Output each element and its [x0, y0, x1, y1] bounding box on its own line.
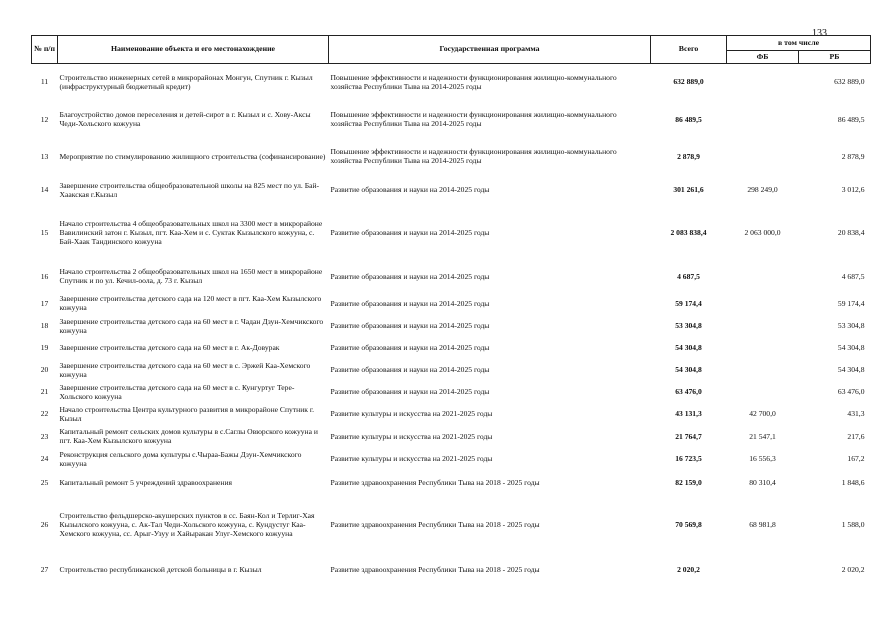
row-number: 26 — [40, 520, 49, 530]
program-name: Развитие образования и науки на 2014-2025 годы — [330, 271, 490, 281]
total-amount: 82 159,0 — [675, 477, 702, 487]
total-amount: 2 020,2 — [677, 565, 700, 575]
row-number: 19 — [40, 343, 49, 353]
total-amount: 70 569,8 — [675, 520, 702, 530]
investment-objects-table — [31, 35, 871, 586]
row-number: 14 — [40, 185, 49, 195]
total-amount: 63 476,0 — [675, 387, 702, 397]
object-name: Капитальный ремонт сельских домов культуры в с.Саглы Овюрского кожууна и пгт. Каа-Хем Кызылского кожууна — [59, 427, 318, 445]
program-name: Развитие здравоохранения Республики Тыва на 2018 - 2025 годы — [330, 477, 540, 487]
row-number: 15 — [40, 228, 49, 238]
total-amount: 54 304,8 — [675, 343, 702, 353]
object-name: Завершение строительства детского сада на 60 мест в г. Чадан Дзун-Хемчикского кожууна — [59, 316, 324, 335]
total-amount: 21 764,7 — [675, 431, 702, 441]
federal-budget-amount — [727, 64, 799, 102]
regional-budget-amount: 20 838,4 — [837, 228, 865, 238]
regional-budget-amount: 86 489,5 — [837, 114, 865, 124]
program-name: Развитие здравоохранения Республики Тыва на 2018 - 2025 годы — [330, 565, 540, 575]
row-number: 25 — [40, 477, 49, 487]
regional-budget-amount: 53 304,8 — [837, 321, 865, 331]
header-program: Государственная программа — [329, 36, 651, 64]
total-amount: 632 889,0 — [673, 77, 704, 87]
regional-budget-amount: 167,2 — [847, 454, 865, 464]
federal-budget-amount — [727, 139, 799, 176]
row-number: 24 — [40, 454, 49, 464]
regional-budget-amount: 217,6 — [847, 431, 865, 441]
total-amount: 2 083 838,4 — [670, 228, 707, 238]
program-name: Развитие образования и науки на 2014-2025 годы — [330, 387, 490, 397]
federal-budget-amount — [727, 293, 799, 316]
object-name: Начало строительства 2 общеобразовательных школ на 1650 мест в микрорайоне Спутник и по ул. Кечил-оола, д. 73 г. Кызыл — [59, 267, 323, 285]
total-amount: 54 304,8 — [675, 365, 702, 375]
table-row — [32, 102, 871, 139]
federal-budget-amount: 21 547,1 — [749, 431, 776, 441]
program-name: Развитие здравоохранения Республики Тыва на 2018 - 2025 годы — [330, 520, 540, 530]
program-name: Развитие культуры и искусства на 2021-2025 годы — [330, 454, 493, 464]
federal-budget-amount: 80 310,4 — [749, 477, 776, 487]
federal-budget-amount — [727, 556, 799, 586]
federal-budget-amount: 68 981,8 — [749, 520, 776, 530]
row-number: 11 — [40, 77, 49, 87]
total-amount: 86 489,5 — [675, 114, 702, 124]
regional-budget-amount: 2 020,2 — [841, 565, 865, 575]
table-row — [32, 206, 871, 262]
header-fb: ФБ — [727, 51, 799, 64]
row-number: 18 — [40, 321, 49, 331]
header-object-name: Наименование объекта и его местонахождение — [58, 36, 329, 64]
regional-budget-amount: 1 848,6 — [841, 477, 865, 487]
total-amount: 16 723,5 — [675, 454, 702, 464]
regional-budget-amount: 54 304,8 — [837, 365, 865, 375]
header-rb: РБ — [799, 51, 871, 64]
regional-budget-amount: 59 174,4 — [837, 298, 865, 308]
total-amount: 301 261,6 — [673, 185, 704, 195]
regional-budget-amount: 54 304,8 — [837, 343, 865, 353]
row-number: 23 — [40, 431, 49, 441]
table-row — [32, 176, 871, 206]
regional-budget-amount: 431,3 — [847, 409, 865, 419]
table-row — [32, 382, 871, 404]
table-row — [32, 556, 871, 586]
regional-budget-amount: 63 476,0 — [837, 387, 865, 397]
row-number: 16 — [40, 271, 49, 281]
header-total: Всего — [651, 36, 727, 64]
table-row — [32, 139, 871, 176]
federal-budget-amount — [727, 316, 799, 338]
total-amount: 59 174,4 — [675, 298, 702, 308]
federal-budget-amount — [727, 360, 799, 382]
federal-budget-amount — [727, 382, 799, 404]
federal-budget-amount: 16 556,3 — [749, 454, 776, 464]
program-name: Развитие образования и науки на 2014-2025 годы — [330, 185, 490, 195]
table-row — [32, 404, 871, 426]
object-name: Завершение строительства детского сада на 60 мест в г. Ак-Довурак — [59, 343, 280, 353]
program-name: Развитие образования и науки на 2014-2025 годы — [330, 321, 490, 331]
header-number: № п/п — [32, 36, 58, 64]
federal-budget-amount — [727, 262, 799, 293]
program-name: Развитие образования и науки на 2014-2025 годы — [330, 365, 490, 375]
federal-budget-amount — [727, 102, 799, 139]
table-row — [32, 64, 871, 102]
table-body — [32, 64, 871, 586]
object-name: Капитальный ремонт 5 учреждений здравоохранения — [59, 477, 233, 487]
row-number: 12 — [40, 114, 49, 124]
table-row — [32, 496, 871, 556]
total-amount: 4 687,5 — [677, 271, 700, 281]
program-name: Развитие образования и науки на 2014-2025 годы — [330, 343, 490, 353]
program-name: Развитие образования и науки на 2014-2025 годы — [330, 298, 490, 308]
regional-budget-amount: 3 012,6 — [841, 185, 865, 195]
row-number: 22 — [40, 409, 49, 419]
program-name: Повышение эффективности и надежности функционирования жилищно-коммунального хозяйства Республики Тыва на 2014-2025 годы — [330, 110, 617, 128]
program-name: Повышение эффективности и надежности функционирования жилищно-коммунального хозяйства Республики Тыва на 2014-2025 годы — [330, 147, 617, 165]
page-number: 133 — [812, 28, 827, 39]
object-name: Реконструкция сельского дома культуры с.Чыраа-Бажы Дзун-Хемчикского кожууна — [59, 449, 302, 468]
federal-budget-amount: 42 700,0 — [749, 409, 776, 419]
regional-budget-amount: 632 889,0 — [834, 77, 865, 87]
object-name: Благоустройство домов переселения и детей-сирот в г. Кызыл и с. Хову-Аксы Чеди-Хольского кожууна — [59, 110, 311, 128]
program-name: Развитие образования и науки на 2014-2025 годы — [330, 228, 490, 238]
header-including: в том числе — [727, 36, 871, 51]
row-number: 21 — [40, 387, 49, 397]
table-row — [32, 293, 871, 316]
total-amount: 2 878,9 — [677, 151, 700, 161]
regional-budget-amount: 2 878,9 — [841, 151, 865, 161]
program-name: Развитие культуры и искусства на 2021-2025 годы — [330, 431, 493, 441]
object-name: Строительство фельдшерско-акушерских пунктов в сс. Баян-Кол и Терлиг-Хая Кызылского кожууна, с. Ак-Тал Чеди-Хольского кожууна, с. Кундустуг Каа-Хемского кожууна, сс. Арыг-Узуу и Хайыракан Улуг-Хемского кожууна — [59, 511, 315, 538]
program-name: Развитие культуры и искусства на 2021-2025 годы — [330, 409, 493, 419]
object-name: Мероприятие по стимулированию жилищного строительства (софинансирование) — [59, 151, 326, 161]
object-name: Завершение строительства детского сада на 120 мест в пгт. Каа-Хем Кызылского кожууна — [59, 294, 322, 312]
row-number: 27 — [40, 565, 49, 575]
program-name: Повышение эффективности и надежности функционирования жилищно-коммунального хозяйства Республики Тыва на 2014-2025 годы — [330, 73, 617, 91]
table-row — [32, 426, 871, 449]
table-row — [32, 338, 871, 360]
table-row — [32, 360, 871, 382]
object-name: Начало строительства Центра культурного развития в микрорайоне Спутник г. Кызыл — [59, 404, 315, 423]
row-number: 20 — [40, 365, 49, 375]
federal-budget-amount: 298 249,0 — [747, 185, 778, 195]
regional-budget-amount: 4 687,5 — [841, 271, 865, 281]
object-name: Завершение строительства детского сада на 60 мест в с. Кунгуртуг Тере-Хольского кожууна — [59, 382, 295, 401]
object-name: Начало строительства 4 общеобразовательных школ на 3300 мест в микрорайоне Вавилинский затон г. Кызыл, пгт. Каа-Хем и с. Суктак Кызылского кожууна, с. Бай-Хаак Тандинского кожууна — [59, 219, 323, 246]
table-row — [32, 262, 871, 293]
object-name: Завершение строительства детского сада на 60 мест в с. Эржей Каа-Хемского кожууна — [59, 360, 311, 379]
table-row — [32, 471, 871, 496]
row-number: 17 — [40, 298, 49, 308]
federal-budget-amount — [727, 338, 799, 360]
total-amount: 43 131,3 — [675, 409, 702, 419]
table-row — [32, 449, 871, 471]
total-amount: 53 304,8 — [675, 321, 702, 331]
table-row — [32, 316, 871, 338]
object-name: Строительство инженерных сетей в микрорайонах Монгун, Спутник г. Кызыл (инфраструктурный бюджетный кредит) — [59, 73, 313, 91]
object-name: Строительство республиканской детской больницы в г. Кызыл — [59, 565, 262, 575]
object-name: Завершение строительства общеобразовательной школы на 825 мест по ул. Бай-Хаакская г.Кызыл — [59, 180, 320, 199]
regional-budget-amount: 1 588,0 — [841, 520, 865, 530]
federal-budget-amount: 2 063 000,0 — [744, 228, 781, 238]
row-number: 13 — [40, 151, 49, 161]
